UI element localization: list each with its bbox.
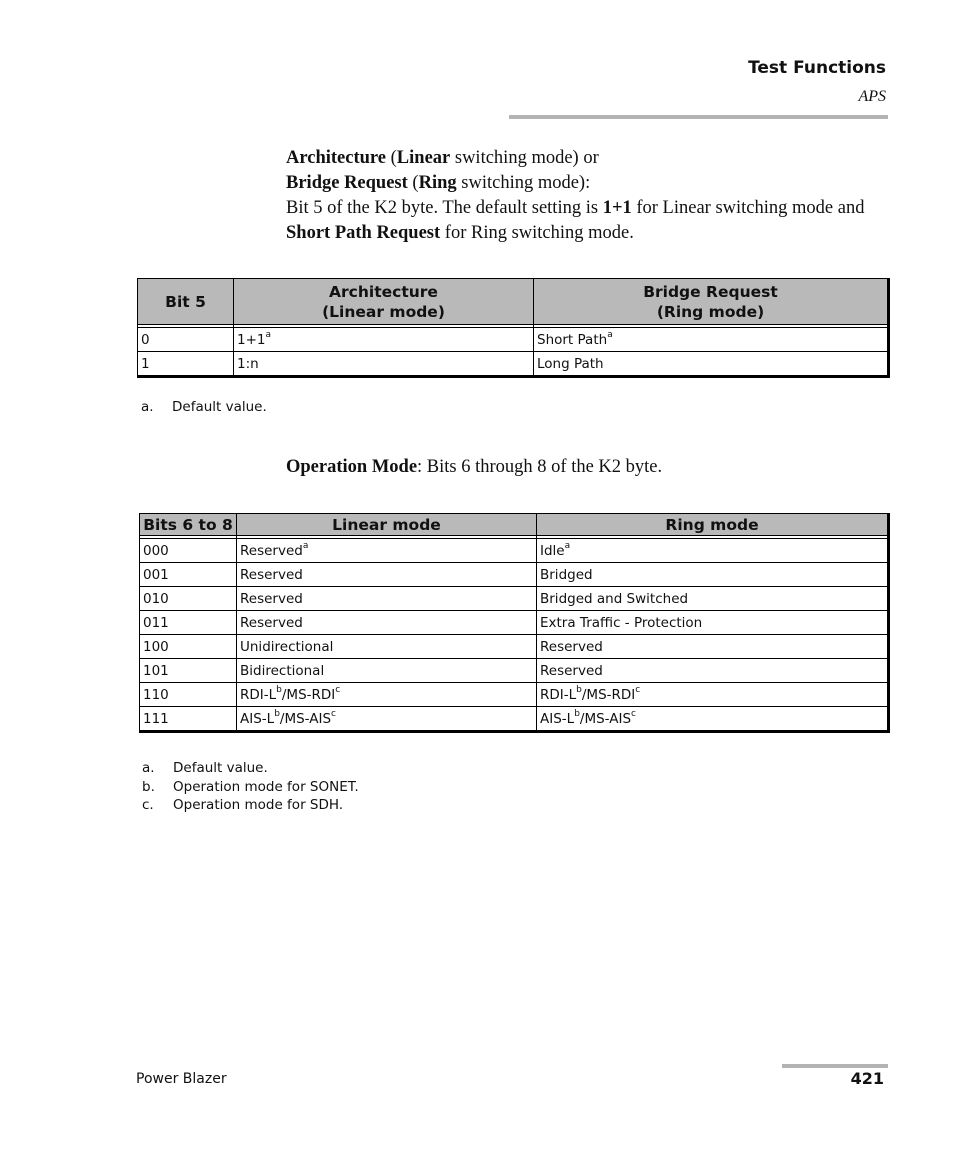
cell-linear-mode bbox=[237, 563, 537, 587]
architecture-description bbox=[286, 146, 886, 246]
col-header-bit5: Bit 5 bbox=[138, 279, 234, 325]
page-number: 421 bbox=[850, 1069, 884, 1088]
table-row bbox=[140, 539, 889, 563]
cell-bits: 011 bbox=[140, 611, 237, 635]
architecture-line-3 bbox=[286, 196, 886, 246]
footnote-label: c. bbox=[142, 797, 154, 813]
text-fragment: : Bits 6 through 8 of the K2 byte. bbox=[417, 457, 663, 477]
footnote bbox=[141, 398, 267, 417]
architecture-line-1 bbox=[286, 146, 886, 171]
footnote bbox=[142, 759, 359, 778]
text-fragment: for Linear switching mode and bbox=[631, 198, 865, 218]
cell-bits: 100 bbox=[140, 635, 237, 659]
footnote-ref: a bbox=[564, 541, 571, 551]
footnote-ref: b bbox=[274, 709, 280, 719]
bridge-request-term: Bridge Request bbox=[286, 173, 408, 193]
cell-bit: 1 bbox=[138, 352, 234, 377]
cell-linear-mode bbox=[237, 659, 537, 683]
header-line: Bridge Request bbox=[643, 282, 778, 301]
footnote-ref: c bbox=[631, 709, 636, 719]
footnote-label: b. bbox=[142, 778, 155, 795]
operation-mode-table bbox=[139, 513, 890, 733]
table-row bbox=[138, 352, 889, 377]
cell-text: Bidirectional bbox=[240, 662, 325, 679]
cell-text: 1:n bbox=[237, 355, 259, 372]
footnote-ref: c bbox=[635, 685, 641, 695]
cell-linear-mode bbox=[237, 587, 537, 611]
footer-product-name: Power Blazer bbox=[136, 1071, 227, 1087]
cell-bits: 001 bbox=[140, 563, 237, 587]
footnote-label: a. bbox=[142, 760, 155, 776]
linear-term: Linear bbox=[396, 148, 451, 168]
footnote bbox=[142, 778, 359, 797]
table-header-row bbox=[140, 514, 889, 536]
cell-bits: 101 bbox=[140, 659, 237, 683]
col-header-bits: Bits 6 to 8 bbox=[140, 514, 237, 536]
default-ring-value: Short Path Request bbox=[286, 223, 441, 243]
architecture-line-2 bbox=[286, 171, 886, 196]
cell-text: AIS-L bbox=[540, 710, 575, 727]
ring-term: Ring bbox=[418, 173, 457, 193]
cell-text: RDI-L bbox=[240, 686, 277, 703]
cell-text: Idle bbox=[540, 542, 565, 559]
cell-bits: 000 bbox=[140, 539, 237, 563]
cell-text: Reserved bbox=[240, 542, 303, 559]
cell-linear-mode bbox=[237, 683, 537, 707]
footnote-ref: b bbox=[576, 685, 582, 695]
footnote-ref: c bbox=[335, 685, 341, 695]
footer-rule bbox=[782, 1064, 888, 1068]
footnote-ref: a bbox=[302, 541, 309, 551]
footnote-ref: a bbox=[607, 330, 613, 340]
cell-ring-mode bbox=[537, 635, 889, 659]
operation-mode-description bbox=[286, 455, 886, 480]
table2-footnotes bbox=[142, 759, 359, 815]
cell-linear-mode bbox=[237, 707, 537, 732]
header-line: (Ring mode) bbox=[656, 302, 765, 321]
cell-ring-mode bbox=[537, 563, 889, 587]
text-fragment: switching mode): bbox=[456, 173, 591, 193]
text-fragment: for Ring switching mode. bbox=[440, 223, 634, 243]
cell-ring-mode bbox=[537, 707, 889, 732]
cell-bits: 110 bbox=[140, 683, 237, 707]
cell-text: /MS-AIS bbox=[579, 710, 632, 727]
cell-text: /MS-AIS bbox=[279, 710, 332, 727]
table-row bbox=[140, 587, 889, 611]
footnote-text: Default value. bbox=[173, 760, 268, 776]
text-fragment: ( bbox=[386, 148, 397, 168]
col-header-ring-mode: Ring mode bbox=[537, 514, 889, 536]
col-header-architecture bbox=[234, 279, 534, 325]
cell-ring-mode bbox=[537, 659, 889, 683]
text-fragment: switching mode) or bbox=[450, 148, 599, 168]
cell-ring-mode bbox=[537, 539, 889, 563]
cell-bridge bbox=[534, 328, 889, 352]
footnote-text: Operation mode for SONET. bbox=[173, 778, 359, 795]
cell-text: Reserved bbox=[240, 590, 303, 607]
footnote-ref: b bbox=[276, 685, 282, 695]
col-header-bridge-request bbox=[534, 279, 889, 325]
cell-text: Long Path bbox=[537, 355, 604, 372]
footnote-ref: c bbox=[331, 709, 336, 719]
table-row bbox=[140, 683, 889, 707]
table-row bbox=[140, 563, 889, 587]
table-row bbox=[140, 635, 889, 659]
cell-text: Unidirectional bbox=[240, 638, 334, 655]
cell-text: 1+1 bbox=[237, 331, 266, 348]
cell-ring-mode bbox=[537, 587, 889, 611]
cell-bits: 010 bbox=[140, 587, 237, 611]
cell-linear-mode bbox=[237, 539, 537, 563]
footnote-ref: b bbox=[574, 709, 580, 719]
footnote-text: Operation mode for SDH. bbox=[173, 797, 344, 813]
cell-architecture bbox=[234, 328, 534, 352]
text-fragment: Bit 5 of the K2 byte. The default setting is bbox=[286, 198, 603, 218]
cell-text: Bridged and Switched bbox=[540, 590, 689, 607]
footnote-text: Default value. bbox=[172, 399, 267, 415]
operation-mode-rows bbox=[140, 539, 889, 732]
cell-text: Reserved bbox=[240, 566, 303, 583]
table-header-row bbox=[138, 279, 889, 325]
table-row bbox=[140, 659, 889, 683]
cell-text: AIS-L bbox=[240, 710, 275, 727]
table-row bbox=[138, 328, 889, 352]
cell-text: Reserved bbox=[240, 614, 303, 631]
cell-text: /MS-RDI bbox=[581, 686, 636, 703]
architecture-term: Architecture bbox=[286, 148, 386, 168]
page-header-title: Test Functions bbox=[748, 58, 886, 78]
col-header-linear-mode: Linear mode bbox=[237, 514, 537, 536]
cell-ring-mode bbox=[537, 611, 889, 635]
header-rule bbox=[509, 115, 888, 119]
cell-linear-mode bbox=[237, 635, 537, 659]
bit5-table bbox=[137, 278, 890, 378]
cell-text: RDI-L bbox=[540, 686, 577, 703]
cell-text: Bridged bbox=[540, 566, 593, 583]
footnote bbox=[142, 796, 359, 815]
table1-footnotes bbox=[141, 398, 267, 417]
cell-bridge bbox=[534, 352, 889, 377]
cell-architecture bbox=[234, 352, 534, 377]
header-line: (Linear mode) bbox=[322, 302, 445, 321]
footnote-label: a. bbox=[141, 399, 154, 415]
footnote-ref: a bbox=[265, 330, 272, 340]
cell-text: Reserved bbox=[540, 638, 603, 655]
default-linear-value: 1+1 bbox=[602, 198, 632, 218]
cell-ring-mode bbox=[537, 683, 889, 707]
cell-bits: 111 bbox=[140, 707, 237, 732]
cell-text: Extra Traffic - Protection bbox=[540, 614, 703, 631]
table-row bbox=[140, 707, 889, 732]
table-row bbox=[140, 611, 889, 635]
cell-linear-mode bbox=[237, 611, 537, 635]
page-header-subtitle: APS bbox=[858, 88, 886, 105]
cell-text: Reserved bbox=[540, 662, 603, 679]
cell-text: Short Path bbox=[537, 331, 608, 348]
cell-text: /MS-RDI bbox=[281, 686, 336, 703]
operation-mode-term: Operation Mode bbox=[286, 457, 418, 477]
header-line: Architecture bbox=[329, 282, 438, 301]
text-fragment: ( bbox=[407, 173, 419, 193]
cell-bit: 0 bbox=[138, 328, 234, 352]
